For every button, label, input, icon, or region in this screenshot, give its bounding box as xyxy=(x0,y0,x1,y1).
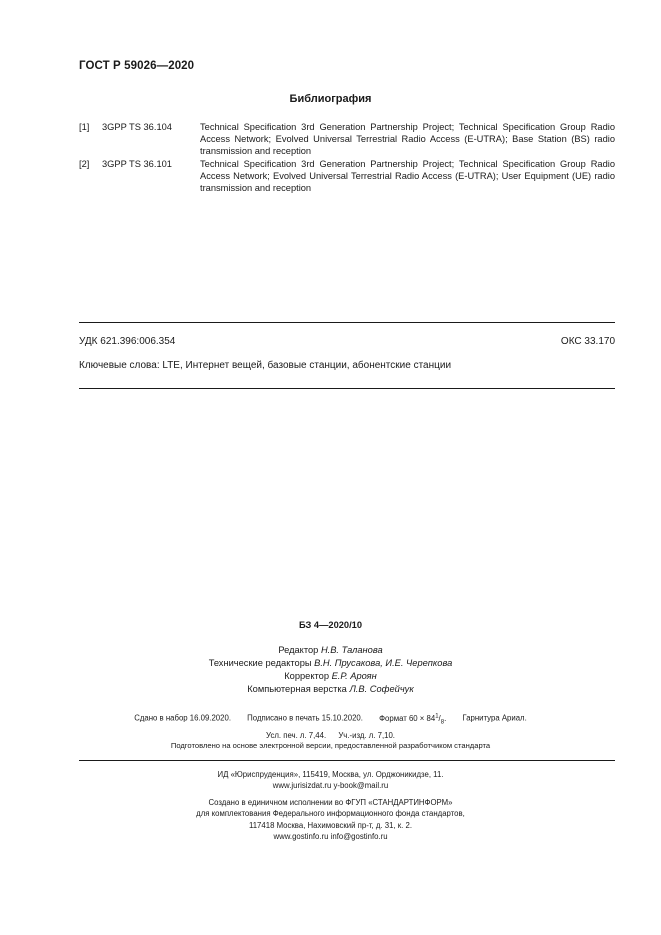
entry-number: [1] xyxy=(79,122,90,132)
publisher-address: ИД «Юриспруденция», 115419, Москва, ул. Орджоникидзе, 11. xyxy=(217,770,444,779)
divider-top xyxy=(79,322,615,323)
editor-label: Редактор xyxy=(278,645,319,655)
layout-name: Л.В. Софейчук xyxy=(349,684,414,694)
credits-block xyxy=(0,644,661,696)
typeface: Гарнитура Ариал. xyxy=(462,713,527,723)
tech-editors-names: В.Н. Прусакова, И.Е. Черепкова xyxy=(314,658,453,668)
corrector-line xyxy=(0,670,661,683)
tech-editors-line xyxy=(0,657,661,670)
bibliography-entry xyxy=(79,158,615,195)
udk-code: УДК 621.396:006.354 xyxy=(79,336,176,347)
editor-line xyxy=(0,644,661,657)
imprint-block xyxy=(0,710,661,742)
production-line: Создано в единичном исполнении во ФГУП «СТАНДАРТИНФОРМ» xyxy=(208,798,453,807)
publisher-website[interactable]: www.jurisizdat.ru xyxy=(272,781,332,791)
bibliography-entry xyxy=(79,121,615,158)
layout-line xyxy=(0,683,661,696)
entry-text: Technical Specification 3rd Generation Partnership Project; Technical Specification Group Radio Access Network; Evolved Universal Terrestrial Radio Access (E-UTRA); Base Station (BS) radio transmission and reception xyxy=(200,122,615,157)
paper-format: Формат $60 \times 84^1/_8$. xyxy=(379,713,447,726)
oks-code: ОКС 33.170 xyxy=(560,336,615,347)
standartinform-contacts xyxy=(0,831,661,842)
publisher-email[interactable]: y-book@mail.ru xyxy=(333,781,389,791)
entry-number: [2] xyxy=(79,159,90,169)
fund-line: для комплектования Федерального информационного фонда стандартов, xyxy=(196,809,465,819)
submitted-date: Сдано в набор 16.09.2020. xyxy=(134,713,231,723)
editor-name: Н.В. Таланова xyxy=(320,645,383,655)
standartinform-website[interactable]: www.gostinfo.ru xyxy=(273,831,329,841)
divider-bottom xyxy=(79,388,615,389)
standartinform-email[interactable]: info@gostinfo.ru xyxy=(330,831,388,841)
layout-label: Компьютерная верстка xyxy=(247,684,347,694)
keywords: Ключевые слова: LTE, Интернет вещей, базовые станции, абонентские станции xyxy=(79,360,452,371)
entry-code: 3GPP TS 36.101 xyxy=(102,159,172,169)
publisher-contacts xyxy=(0,780,661,791)
document-code: ГОСТ Р 59026—2020 xyxy=(79,60,195,72)
signed-date: Подписано в печать 15.10.2020. xyxy=(247,713,363,723)
tech-editors-label: Технические редакторы xyxy=(208,658,312,668)
bibliography-title: Библиография xyxy=(289,93,372,105)
divider-imprint xyxy=(79,760,615,761)
prepared-note: Подготовлено на основе электронной версии, предоставленной разработчиком стандарта xyxy=(170,741,491,750)
standartinform-address: 117418 Москва, Нахимовский пр-т, д. 31, к. 2. xyxy=(248,820,413,830)
publisher-sheets: Уч.-изд. л. 7,10. xyxy=(338,731,395,741)
imprint-line-1 xyxy=(0,710,661,729)
publisher-block-2 xyxy=(0,797,661,842)
edition-number: БЗ 4—2020/10 xyxy=(298,620,363,630)
corrector-label: Корректор xyxy=(284,671,330,681)
corrector-name: Е.Р. Ароян xyxy=(331,671,377,681)
print-sheets: Усл. печ. л. 7,44. xyxy=(266,731,327,741)
entry-text: Technical Specification 3rd Generation Partnership Project; Technical Specification Group Radio Access Network; Evolved Universal Terrestrial Radio Access (E-UTRA); User Equipment (UE) radio transmission and reception xyxy=(200,159,615,194)
entry-code: 3GPP TS 36.104 xyxy=(102,122,172,132)
publisher-block-1 xyxy=(0,769,661,792)
